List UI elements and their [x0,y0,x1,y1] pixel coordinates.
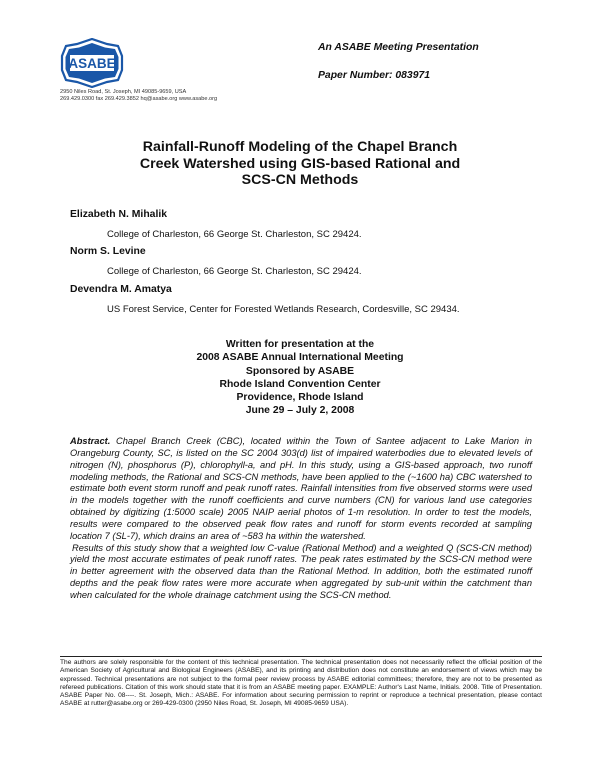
presentation-line: Rhode Island Convention Center [219,378,381,390]
address-line-1: 2950 Niles Road, St. Joseph, MI 49085-9659, USA [60,89,187,95]
presentation-line: 2008 ASABE Annual International Meeting [196,352,404,364]
presentation-line: Written for presentation at the [225,339,375,350]
logo-address [60,89,217,103]
author-affiliation: College of Charleston, 66 George St. Charleston, SC 29424. [107,266,362,277]
footnote: The authors are solely responsible for the content of this technical presentation. The technical presentation does not necessarily reflect the official position of the American Society of Agricultural and Biological Engineers (ASABE), and its printing and distribution does not constitute an endorsement of views which may be expressed. Technical presentations are not subject to the formal peer review process by ASABE editorial committees; therefore, they are not to be presented as refereed publications. Citation of this work should state that it is from an ASABE meeting paper. EXAMPLE: Author's Last Name, Initials. 2008. Title of Presentation. ASABE Paper No. 08----. St. Joseph, Mich.: ASABE. For information about securing permission to reprint or reproduce a technical presentation, please contact ASABE at rutter@asabe.org or 269-429-0300 (2950 Niles Road, St. Joseph, MI 49085-9659 USA). [60,659,542,708]
title-line: SCS-CN Methods [241,172,359,188]
address-line-2: 269.429.0300 fax 269.429.3852 hq@asabe.org www.asabe.org [60,96,218,102]
meeting-label: An ASABE Meeting Presentation [318,42,479,53]
asabe-logo [60,38,124,88]
presentation-line: Sponsored by ASABE [245,365,355,377]
presentation-info [60,338,540,418]
title-line: Rainfall-Runoff Modeling of the Chapel Branch [142,139,458,155]
author-name: Norm S. Levine [70,246,146,257]
abstract-paragraph [70,436,532,543]
abstract [70,436,532,602]
author-name: Elizabeth N. Mihalik [70,209,167,220]
author-name: Devendra M. Amatya [70,284,172,295]
presentation-line: June 29 – July 2, 2008 [245,405,355,417]
author-affiliation: College of Charleston, 66 George St. Charleston, SC 29424. [107,229,362,240]
paper-title [60,139,540,189]
paper-number: Paper Number: 083971 [318,70,431,81]
abstract-label: Abstract. [70,436,111,446]
presentation-line: Providence, Rhode Island [236,392,364,404]
logo-text: ASABE [68,56,116,71]
abstract-text: Chapel Branch Creek (CBC), located within the Town of Santee adjacent to Lake Marion in Orangeburg County, SC, is listed on the SC 2004 303(d) list of impaired waterbodies due to elevated levels of nitrogen (N), phosphorus (P), chlorophyll-a, and pH. In this study, using a GIS-based approach, two runoff modeling methods, the Rational and SCS-CN methods, have been applied to the (~1600 ha) CBC watershed to estimate both event storm runoff and peak runoff rates. Rainfall intensities from five observed storms were used in the models together with the runoff coefficients and curve numbers (CN) for various land use categories obtained by digitizing (1:5000 scale) 2005 NAIP aerial photos of 1-m resolution. In order to test the models, results were compared to the observed peak flow rates and runoff for storm events recorded at sampling location 7 (SL-7), which drains an area of ~583 ha within the watershed. [70,436,532,541]
author-affiliation: US Forest Service, Center for Forested Wetlands Research, Cordesville, SC 29434. [107,304,460,315]
footnote-divider [60,656,542,657]
title-line: Creek Watershed using GIS-based Rational and [139,155,461,172]
abstract-paragraph: Results of this study show that a weighted low C-value (Rational Method) and a weighted Q (SCS-CN method) yield the most accurate estimates of peak runoff rates. The peak rates estimated by the SCS-CN method were in better agreement with the observed data than the Rational Method. In addition, both the estimated runoff depths and the peak flow rates were more accurate when aggregated by sub-unit within the catchment than when calculated for the whole drainage catchment using the SCS-CN method. [70,542,532,600]
